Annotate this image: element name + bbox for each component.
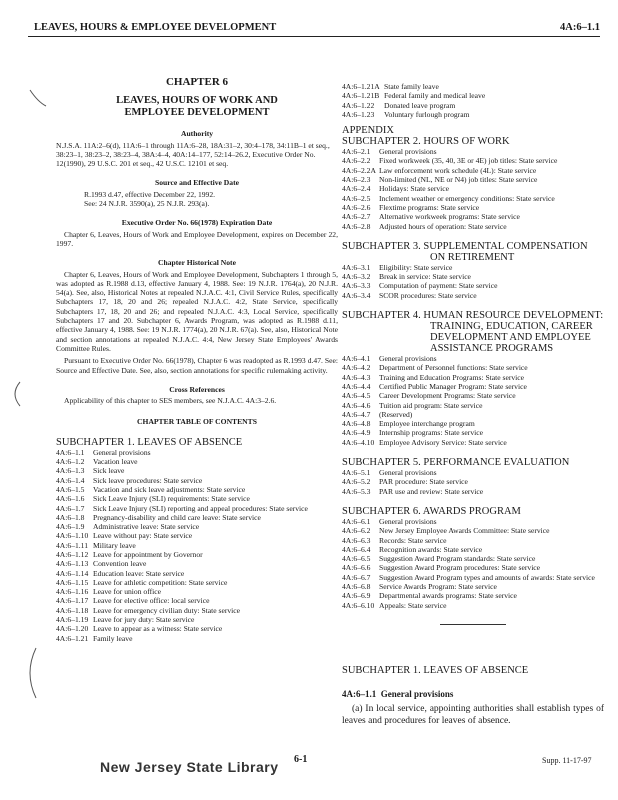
toc-item <box>342 517 604 526</box>
toc-item <box>342 428 604 437</box>
history-heading: Chapter Historical Note <box>158 258 236 268</box>
toc-item-number: 4A:6–5.2 <box>342 477 371 487</box>
toc-item <box>56 485 338 494</box>
appendix-label: APPENDIX <box>342 125 394 137</box>
margin-mark-icon <box>28 86 48 110</box>
toc-item-number: 4A:6–2.7 <box>342 212 371 222</box>
toc-item-title: Computation of payment: State service <box>379 281 498 291</box>
toc-item-number: 4A:6–1.23 <box>342 109 375 119</box>
toc-item <box>342 582 604 591</box>
toc-item-number: 4A:6–4.9 <box>342 428 371 438</box>
toc-item <box>342 536 604 545</box>
toc-item <box>342 363 604 372</box>
toc-item-title: Sick leave <box>93 466 125 476</box>
right-column <box>342 82 604 727</box>
toc-item <box>342 147 604 156</box>
toc-item <box>342 291 604 300</box>
toc-item-number: 4A:6–4.1 <box>342 354 371 364</box>
toc-item <box>56 624 338 633</box>
toc-item-title: Adjusted hours of operation: State service <box>379 221 507 231</box>
toc-item-number: 4A:6–2.8 <box>342 221 371 231</box>
toc-item-title: Certified Public Manager Program: State service <box>379 381 527 391</box>
toc-item-title: Donated leave program <box>384 100 456 110</box>
section-heading <box>342 690 604 699</box>
toc-item-number: 4A:6–1.1 <box>56 447 85 457</box>
source-line: R.1993 d.47, effective December 22, 1992. <box>84 189 216 199</box>
toc-item-title: Career Development Programs: State service <box>379 391 516 401</box>
toc-item-title: Holidays: State service <box>379 184 450 194</box>
toc-item <box>56 587 338 596</box>
toc-item-number: 4A:6–3.1 <box>342 262 371 272</box>
toc-item <box>342 401 604 410</box>
toc-item-title: New Jersey Employee Awards Committee: State service <box>379 526 550 536</box>
toc-item-number: 4A:6–4.6 <box>342 400 371 410</box>
toc-item <box>342 573 604 582</box>
toc-item <box>56 569 338 578</box>
toc-item <box>342 591 604 600</box>
toc-item-title: Service Awards Program: State service <box>379 581 497 591</box>
toc-item-number: 4A:6–1.15 <box>56 577 89 587</box>
subchapter-title: SUBCHAPTER 5. PERFORMANCE EVALUATION <box>342 457 570 469</box>
toc-item-number: 4A:6–2.3 <box>342 175 371 185</box>
toc-item-number: 4A:6–6.5 <box>342 554 371 564</box>
toc-item <box>56 504 338 513</box>
toc-item-number: 4A:6–2.5 <box>342 193 371 203</box>
toc-item-title: Suggestion Award Program types and amounts of awards: State service <box>379 572 595 582</box>
toc-item <box>342 101 604 110</box>
toc-item-number: 4A:6–3.4 <box>342 290 371 300</box>
toc-item-title: Suggestion Award Program procedures: State service <box>379 563 541 573</box>
toc-item-title: Employee Advisory Service: State service <box>379 437 507 447</box>
toc-item-title: General provisions <box>379 147 437 157</box>
toc-item-title: Fixed workweek (35, 40, 3E or 4E) job titles: State service <box>379 156 558 166</box>
toc-item-number: 4A:6–4.8 <box>342 419 371 429</box>
toc-item-title: Leave without pay: State service <box>93 531 193 541</box>
toc-item-title: Administrative leave: State service <box>93 522 200 532</box>
toc-item-title: Voluntary furlough program <box>384 109 470 119</box>
toc-item-title: Law enforcement work schedule (4L): State service <box>379 165 537 175</box>
toc-item-title: Pregnancy-disability and child care leave: State service <box>93 512 261 522</box>
toc-item-number: 4A:6–1.6 <box>56 494 85 504</box>
toc-item <box>342 263 604 272</box>
toc-item <box>56 448 338 457</box>
toc-item-title: Vacation leave <box>93 457 138 467</box>
page-number: 6-1 <box>294 754 308 765</box>
toc-item <box>342 175 604 184</box>
toc-item <box>342 166 604 175</box>
header-code: 4A:6–1.1 <box>560 22 600 33</box>
toc-item <box>342 410 604 419</box>
toc-item-title: State family leave <box>384 82 439 91</box>
toc-list <box>342 263 604 300</box>
authority-text: N.J.S.A. 11A:2–6(d), 11A:6–1 through 11A:6–28, 18A:31–2, 30:4–178, 34:11B–1 et seq., 38:23–1, 38:23–2, 38:23–4, 38A:4–4, 40A:14–177, 52:14–26.2, Executive Order No. 12(1990), 29 U.S.C. 201 et seq., 42 U.S.C. 12101 et seq. <box>56 140 330 169</box>
toc-item <box>56 578 338 587</box>
toc-item <box>56 541 338 550</box>
toc-item <box>56 457 338 466</box>
section-number: 4A:6–1.1 <box>342 688 377 699</box>
toc-item <box>56 522 338 531</box>
toc-item-title: Departmental awards programs: State service <box>379 591 517 601</box>
toc-item-number: 4A:6–1.7 <box>56 503 85 513</box>
toc-item-number: 4A:6–1.2 <box>56 457 85 467</box>
toc-item-number: 4A:6–1.21A <box>342 82 380 91</box>
subchapter-title: SUBCHAPTER 1. LEAVES OF ABSENCE <box>56 436 243 448</box>
header-title: LEAVES, HOURS & EMPLOYEE DEVELOPMENT <box>34 22 277 33</box>
toc-item-title: Family leave <box>93 633 133 643</box>
expiration-heading: Executive Order No. 66(1978) Expiration Date <box>121 218 273 228</box>
toc-item <box>342 487 604 496</box>
chapter-number: CHAPTER 6 <box>165 76 229 88</box>
source-heading: Source and Effective Date <box>154 178 239 188</box>
toc-item-number: 4A:6–5.1 <box>342 468 371 478</box>
toc-item <box>342 82 604 91</box>
toc-item-title: Vacation and sick leave adjustments: State service <box>93 484 246 494</box>
toc-item-title: Leave for athletic competition: State service <box>93 577 228 587</box>
toc-item-title: Recognition awards: State service <box>379 544 483 554</box>
toc-item-title: Eligibility: State service <box>379 262 453 272</box>
toc-item-number: 4A:6–4.2 <box>342 363 371 373</box>
toc-item <box>342 281 604 290</box>
toc-item-number: 4A:6–1.9 <box>56 522 85 532</box>
toc-item-title: Inclement weather or emergency conditions: State service <box>379 193 555 203</box>
toc-item-number: 4A:6–4.4 <box>342 381 371 391</box>
toc-item-number: 4A:6–6.2 <box>342 526 371 536</box>
toc-item-number: 4A:6–1.19 <box>56 615 89 625</box>
toc-item-number: 4A:6–1.10 <box>56 531 89 541</box>
toc-item-title: Leave for elective office: local service <box>93 596 210 606</box>
library-watermark: New Jersey State Library <box>100 759 279 775</box>
toc-item <box>56 596 338 605</box>
toc-item-title: Flextime programs: State service <box>379 202 480 212</box>
subchapter-title: SUBCHAPTER 6. AWARDS PROGRAM <box>342 505 521 517</box>
toc-item <box>342 382 604 391</box>
margin-bracket-icon <box>8 380 24 408</box>
toc-item-number: 4A:6–2.6 <box>342 202 371 212</box>
toc-item-number: 4A:6–6.7 <box>342 572 371 582</box>
toc-item-title: Sick Leave Injury (SLI) reporting and appeal procedures: State service <box>93 503 308 513</box>
toc-item <box>56 513 338 522</box>
subchapter-title: SUBCHAPTER 2. HOURS OF WORK <box>342 136 510 148</box>
toc-item-number: 4A:6–1.21B <box>342 91 380 101</box>
toc-item-number: 4A:6–4.5 <box>342 391 371 401</box>
toc-item <box>56 634 338 643</box>
toc-item-title: Convention leave <box>93 559 147 569</box>
toc-item-number: 4A:6–4.10 <box>342 437 375 447</box>
toc-item-number: 4A:6–2.1 <box>342 147 371 157</box>
toc-list <box>56 448 338 643</box>
body-subchapter-title: SUBCHAPTER 1. LEAVES OF ABSENCE <box>342 664 529 676</box>
chapter-title-line: LEAVES, HOURS OF WORK AND <box>116 95 278 107</box>
toc-item-title: SCOR procedures: State service <box>379 290 477 300</box>
toc-item <box>56 615 338 624</box>
authority-heading: Authority <box>180 129 214 139</box>
toc-item-number: 4A:6–1.21 <box>56 633 89 643</box>
toc-item-number: 4A:6–1.20 <box>56 624 89 634</box>
toc-item-number: 4A:6–6.9 <box>342 591 371 601</box>
section-text: (a) In local service, appointing authorities shall establish types of leaves and procedures for leaves of absence. <box>342 704 604 727</box>
toc-list <box>342 82 604 119</box>
toc-item-title: Department of Personnel functions: State service <box>379 363 528 373</box>
toc-item-number: 4A:6–2.2 <box>342 156 371 166</box>
toc-item-number: 4A:6–3.2 <box>342 272 371 282</box>
toc-list <box>342 517 604 610</box>
toc-item-number: 4A:6–6.3 <box>342 535 371 545</box>
toc-item <box>342 203 604 212</box>
toc-item-title: Leave to appear as a witness: State service <box>93 624 223 634</box>
toc-item-title: PAR procedure: State service <box>379 477 468 487</box>
toc-item-title: Non-limited (NL, NE or N4) job titles: State service <box>379 175 538 185</box>
toc-item <box>342 438 604 447</box>
toc-item-number: 4A:6–4.3 <box>342 372 371 382</box>
toc-item <box>56 559 338 568</box>
toc-item-title: PAR use and review: State service <box>379 486 484 496</box>
toc-item <box>342 184 604 193</box>
toc-item-number: 4A:6–1.14 <box>56 568 89 578</box>
margin-bracket-icon <box>22 646 40 700</box>
toc-item-number: 4A:6–1.17 <box>56 596 89 606</box>
history-paragraph: Chapter 6, Leaves, Hours of Work and Employee Development, Subchapters 1 through 5, was adopted as R.1988 d.13, effective January 4, 1988. See: 19 N.J.R. 1764(a), 20 N.J.R. 54(a). See, also, Historical Notes at repealed N.J.A.C. 4:1, Civil Service Rules, specifically Subchapters 17, 18, 20 and 26; repealed N.J.A.C. 4:2, State Service, specifically Subchapters 17, 18, 20 and 26; and repealed N.J.A.C. 4:3, Local Service, specifically Subchapters 17 and 20. Subchapter 6, Awards Program, was adopted as R.1988 d.11, effective January 4, 1988. See: 19 N.J.R. 1774(a), 20 N.J.R. 67(a). See, also, Historical Note and section annotations at repealed N.J.A.C. 4:4, New Jersey State Employees' Awards Committee Rules. <box>56 269 338 353</box>
toc-item-number: 4A:6–2.2A <box>342 165 376 175</box>
toc-item-title: Education leave: State service <box>93 568 185 578</box>
toc-item-title: Employee interchange program <box>379 419 475 429</box>
expiration-text: Chapter 6, Leaves, Hours of Work and Employee Development, expires on December 22, 1997. <box>56 229 338 248</box>
toc-item-title: Internship programs: State service <box>379 428 483 438</box>
toc-item <box>342 477 604 486</box>
toc-item <box>342 391 604 400</box>
toc-item <box>342 212 604 221</box>
cross-ref-text: Applicability of this chapter to SES members, see N.J.A.C. 4A:3–2.6. <box>64 396 277 406</box>
source-line: See: 24 N.J.R. 3590(a), 25 N.J.R. 293(a). <box>84 199 210 209</box>
toc-item-title: Break in service: State service <box>379 272 471 282</box>
toc-item-number: 4A:6–1.4 <box>56 475 85 485</box>
toc-item-number: 4A:6–1.13 <box>56 559 89 569</box>
toc-item <box>342 194 604 203</box>
toc-item-title: Alternative workweek programs: State service <box>379 212 520 222</box>
toc-item <box>342 554 604 563</box>
toc-item-number: 4A:6–1.3 <box>56 466 85 476</box>
toc-item-number: 4A:6–1.5 <box>56 484 85 494</box>
toc-item <box>56 466 338 475</box>
toc-item <box>56 550 338 559</box>
toc-item-title: Sick Leave Injury (SLI) requirements: State service <box>93 494 250 504</box>
toc-item-title: General provisions <box>93 447 151 457</box>
left-column <box>56 78 338 643</box>
toc-item <box>56 606 338 615</box>
toc-item <box>56 476 338 485</box>
toc-item <box>342 110 604 119</box>
toc-item <box>342 272 604 281</box>
toc-item <box>56 494 338 503</box>
toc-item-number: 4A:6–6.4 <box>342 544 371 554</box>
toc-item-number: 4A:6–6.1 <box>342 516 371 526</box>
toc-item-number: 4A:6–4.7 <box>342 409 371 419</box>
toc-item-title: (Reserved) <box>379 409 413 419</box>
toc-item <box>342 468 604 477</box>
toc-item-number: 4A:6–6.6 <box>342 563 371 573</box>
toc-item-number: 4A:6–1.8 <box>56 512 85 522</box>
toc-item-number: 4A:6–5.3 <box>342 486 371 496</box>
toc-item <box>342 91 604 100</box>
toc-item-title: Training and Education Programs: State service <box>379 372 525 382</box>
toc-item-number: 4A:6–3.3 <box>342 281 371 291</box>
toc-item-title: Suggestion Award Program standards: State service <box>379 554 536 564</box>
toc-item-title: Federal family and medical leave <box>384 91 486 101</box>
toc-item <box>342 563 604 572</box>
chapter-title-line: EMPLOYEE DEVELOPMENT <box>124 107 270 119</box>
toc-item-title: Tuition aid program: State service <box>379 400 483 410</box>
toc-list <box>342 147 604 231</box>
toc-item <box>56 531 338 540</box>
toc-item <box>342 419 604 428</box>
toc-list <box>342 468 604 496</box>
toc-item-title: General provisions <box>379 354 437 364</box>
toc-item <box>342 545 604 554</box>
section-title: General provisions <box>380 688 454 699</box>
toc-item <box>342 354 604 363</box>
toc-item-title: Military leave <box>93 540 136 550</box>
toc-item-number: 4A:6–1.12 <box>56 549 89 559</box>
supplement-date: Supp. 11-17-97 <box>542 756 592 765</box>
toc-item <box>342 156 604 165</box>
toc-item <box>342 373 604 382</box>
toc-item-number: 4A:6–1.11 <box>56 540 88 550</box>
toc-item-number: 4A:6–1.18 <box>56 605 89 615</box>
toc-item-number: 4A:6–2.4 <box>342 184 371 194</box>
divider <box>440 624 506 625</box>
toc-item-number: 4A:6–1.22 <box>342 100 375 110</box>
chapter-title <box>56 95 338 119</box>
toc-item-title: Leave for union office <box>93 587 161 597</box>
history-paragraph: Pursuant to Executive Order No. 66(1978), Chapter 6 was readopted as R.1993 d.47. See: Source and Effective Date. See, also, section annotations for specific rulemaking activity. <box>56 356 338 375</box>
toc-list <box>342 354 604 447</box>
toc-item-title: Leave for appointment by Governor <box>93 549 203 559</box>
toc-item-title: General provisions <box>379 516 437 526</box>
toc-heading: CHAPTER TABLE OF CONTENTS <box>137 417 257 427</box>
toc-item <box>342 222 604 231</box>
cross-ref-heading: Cross References <box>169 384 225 394</box>
toc-item <box>342 526 604 535</box>
toc-item-title: Records: State service <box>379 535 447 545</box>
subchapter-title: SUBCHAPTER 3. SUPPLEMENTAL COMPENSATION ON RETIREMENT <box>342 240 588 263</box>
toc-item-number: 4A:6–6.8 <box>342 581 371 591</box>
subchapter-title: SUBCHAPTER 4. HUMAN RESOURCE DEVELOPMENT: TRAINING, EDUCATION, CAREER DEVELOPMENT AND EMPLOYEE ASSISTANCE PROGRAMS <box>342 310 604 355</box>
toc-item <box>342 601 604 610</box>
running-header <box>28 22 600 37</box>
toc-item-title: Appeals: State service <box>379 600 447 610</box>
toc-item-title: Sick leave procedures: State service <box>93 475 203 485</box>
toc-item-title: Leave for jury duty: State service <box>93 615 195 625</box>
toc-item-number: 4A:6–1.16 <box>56 587 89 597</box>
toc-item-number: 4A:6–6.10 <box>342 600 375 610</box>
toc-item-title: Leave for emergency civilian duty: State service <box>93 605 241 615</box>
toc-item-title: General provisions <box>379 468 437 478</box>
